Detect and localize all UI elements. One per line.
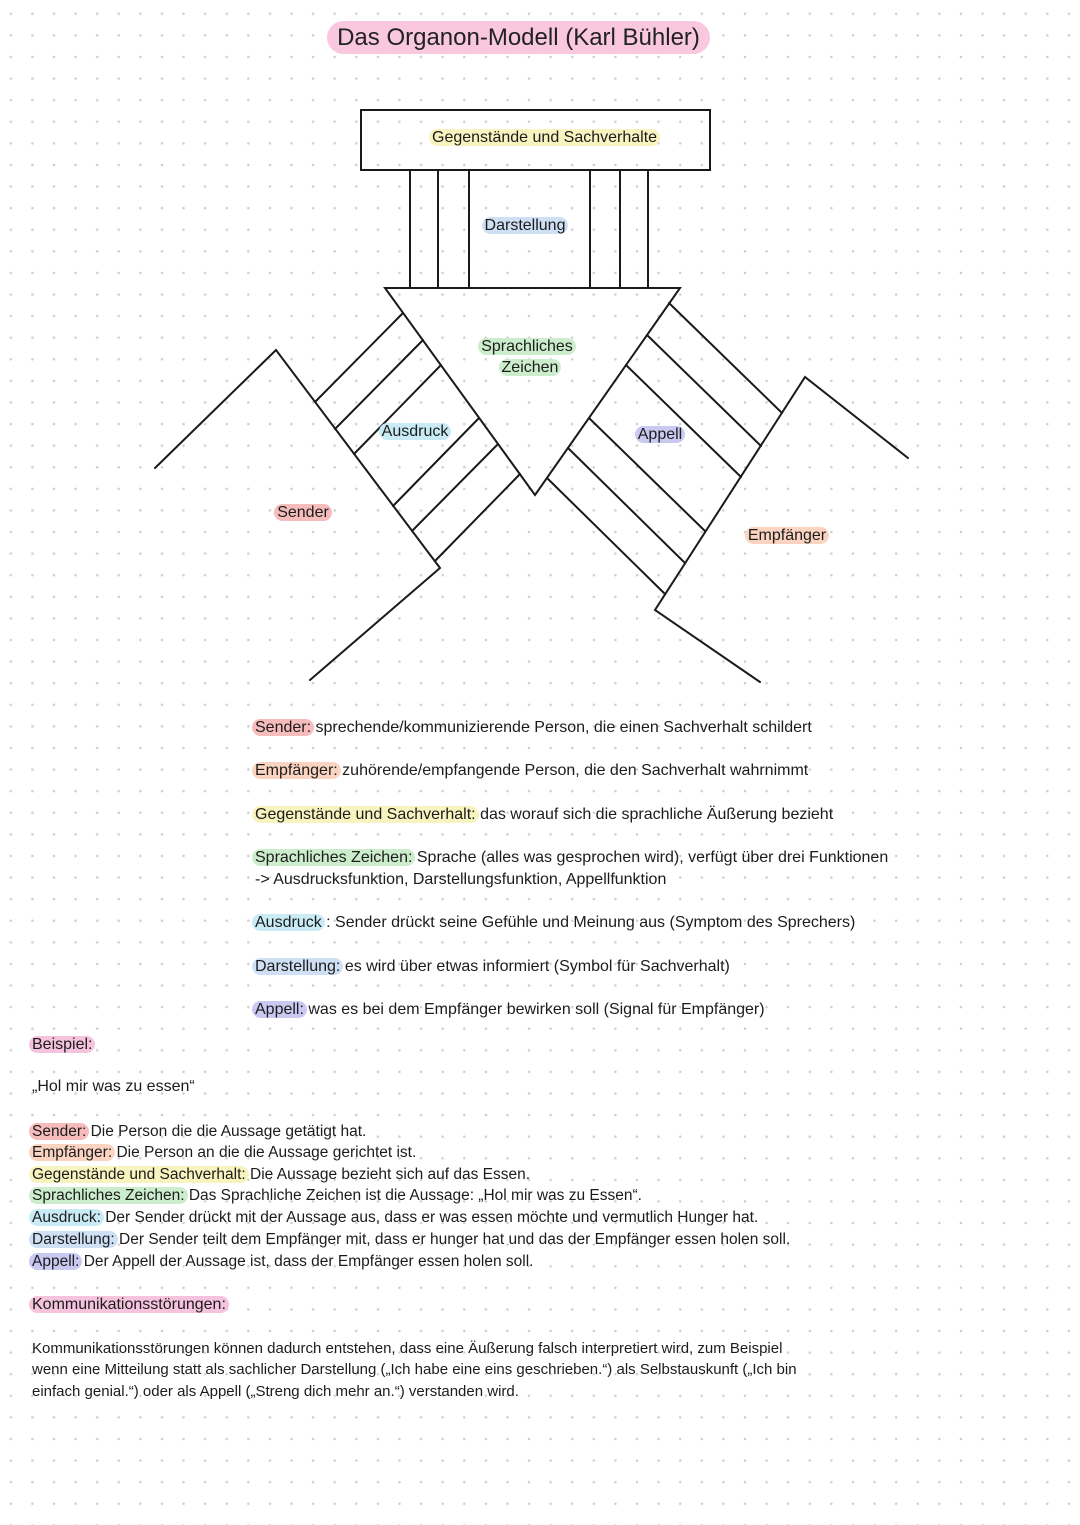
- example-term: Darstellung:: [29, 1231, 118, 1248]
- example-text: Die Person die die Aussage getätigt hat.: [90, 1123, 367, 1140]
- definition-term: Empfänger:: [252, 762, 341, 779]
- example-heading-text: Beispiel:: [29, 1036, 95, 1053]
- objects-label: [432, 128, 658, 148]
- example-line-representation: [32, 1230, 790, 1250]
- example-line-receiver: [32, 1143, 416, 1163]
- example-quote: „Hol mir was zu essen“: [32, 1078, 195, 1095]
- receiver-label-text: Empfänger: [745, 527, 829, 544]
- example-text: Die Aussage bezieht sich auf das Essen.: [250, 1166, 531, 1183]
- definition-term: Appell:: [252, 1001, 307, 1018]
- appeal-label-text: Appell: [635, 426, 685, 443]
- objects-label-text: Gegenstände und Sachverhalte: [429, 129, 660, 146]
- definition-objects: [255, 805, 833, 825]
- definition-text: das worauf sich die sprachliche Äußerung bezieht: [480, 806, 834, 823]
- example-text: Die Person an die die Aussage gerichtet ist.: [116, 1144, 417, 1161]
- sender-label: [203, 503, 403, 523]
- sign-label-text: Zeichen: [499, 359, 562, 376]
- example-term: Gegenstände und Sachverhalt:: [29, 1166, 249, 1183]
- example-text: Der Appell der Aussage ist, dass der Empfänger essen holen soll.: [83, 1253, 534, 1270]
- sign-label-line1: [427, 337, 627, 357]
- representation-label: [425, 216, 625, 236]
- appeal-rung: [626, 365, 741, 477]
- example-line-expression: [32, 1208, 758, 1228]
- disturbances-heading: [32, 1295, 226, 1315]
- definition-receiver: [255, 761, 808, 781]
- definition-text: -> Ausdrucksfunktion, Darstellungsfunktion, Appellfunktion: [255, 871, 667, 888]
- definition-term: Sender:: [252, 719, 314, 736]
- definition-text: sprechende/kommunizierende Person, die einen Sachverhalt schildert: [315, 719, 812, 736]
- definition-appeal: [255, 1000, 765, 1020]
- sign-label-text: Sprachliches: [478, 338, 576, 355]
- definition-term: Sprachliches Zeichen:: [252, 849, 415, 866]
- definition-text: zuhörende/empfangende Person, die den Sachverhalt wahrnimmt: [342, 762, 809, 779]
- example-line-sender: [32, 1122, 366, 1142]
- example-text: Der Sender drückt mit der Aussage aus, dass er was essen möchte und vermutlich Hunger hat.: [105, 1209, 759, 1226]
- definition-sign: [255, 848, 888, 868]
- example-line-objects: [32, 1165, 530, 1185]
- receiver-label: [687, 526, 887, 546]
- example-term: Empfänger:: [29, 1144, 115, 1161]
- definition-term: Ausdruck: [252, 914, 325, 931]
- example-heading: [32, 1035, 92, 1055]
- expression-label: [315, 422, 515, 442]
- appeal-label: [560, 425, 760, 445]
- expression-rung: [335, 340, 423, 429]
- definition-representation: [255, 957, 730, 977]
- appeal-rung: [547, 478, 665, 594]
- definition-term: Darstellung:: [252, 958, 343, 975]
- appeal-rung: [669, 303, 782, 413]
- expression-rung: [435, 474, 520, 561]
- expression-label-text: Ausdruck: [379, 423, 452, 440]
- definition-text: : Sender drückt seine Gefühle und Meinung aus (Symptom des Sprechers): [326, 914, 856, 931]
- definition-text: was es bei dem Empfänger bewirken soll (Signal für Empfänger): [308, 1001, 765, 1018]
- example-text: Das Sprachliche Zeichen ist die Aussage: „Hol mir was zu Essen“.: [188, 1187, 642, 1204]
- sender-label-text: Sender: [274, 504, 332, 521]
- page-title: Das Organon-Modell (Karl Bühler): [327, 21, 710, 54]
- definition-text: es wird über etwas informiert (Symbol für Sachverhalt): [344, 958, 730, 975]
- example-line-appeal: [32, 1252, 533, 1272]
- disturbances-paragraph-line: einfach genial.“) oder als Appell („Streng dich mehr an.“) verstanden wird.: [32, 1383, 519, 1400]
- disturbances-paragraph-line: wenn eine Mitteilung statt als sachlicher Darstellung („Ich habe eine eins geschrieben.“) als Selbstauskunft („Ich bin: [32, 1361, 797, 1378]
- expression-rung: [315, 313, 403, 402]
- definition-sender: [255, 718, 812, 738]
- definition-sign-functions: [255, 870, 666, 890]
- example-term: Sprachliches Zeichen:: [29, 1187, 188, 1204]
- example-term: Sender:: [29, 1123, 89, 1140]
- definition-expression: [255, 913, 855, 933]
- disturbances-heading-text: Kommunikationsstörungen:: [29, 1296, 229, 1313]
- sign-label-line2: [430, 358, 630, 378]
- example-line-sign: [32, 1186, 642, 1206]
- disturbances-paragraph-line: Kommunikationsstörungen können dadurch entstehen, dass eine Äußerung falsch interpretiert wird, zum Beispiel: [32, 1340, 783, 1357]
- example-term: Ausdruck:: [29, 1209, 104, 1226]
- definition-text: Sprache (alles was gesprochen wird), verfügt über drei Funktionen: [416, 849, 889, 866]
- definition-term: Gegenstände und Sachverhalt:: [252, 806, 479, 823]
- representation-label-text: Darstellung: [482, 217, 569, 234]
- example-term: Appell:: [29, 1253, 82, 1270]
- example-text: Der Sender teilt dem Empfänger mit, dass er hunger hat und das der Empfänger essen holen soll.: [119, 1231, 791, 1248]
- expression-rung: [412, 444, 498, 531]
- appeal-rung: [568, 448, 685, 563]
